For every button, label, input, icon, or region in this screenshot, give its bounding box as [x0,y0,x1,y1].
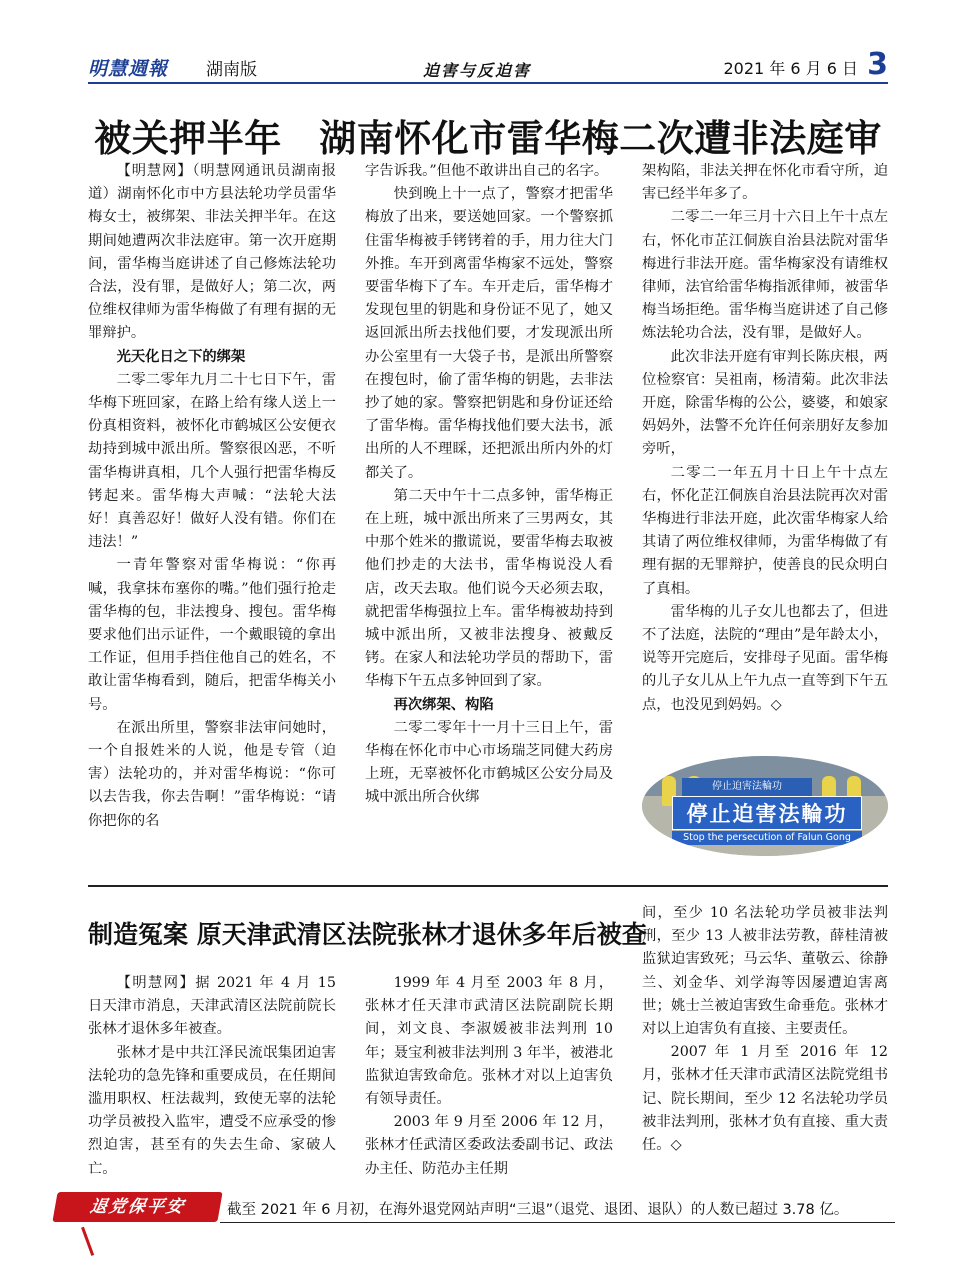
article2-headline: 制造冤案 原天津武清区法院张林才退休多年后被查 [88,920,647,949]
photo-banner-small: 停止迫害法輪功 [682,778,812,796]
paragraph: 架构陷，非法关押在怀化市看守所，迫害已经半年多了。 [642,163,888,203]
edition-label: 湖南版 [206,60,257,80]
footer-rule [220,1222,895,1223]
paragraph: 二零二一年五月十日上午十点左右，怀化芷江侗族自治县法院再次对雷华梅进行非法开庭，此次雷华梅家人给其请了两位维权律师，为雷华梅做了有理有据的无罪辩护，使善良的民众明白了真相。 [642,464,888,597]
protest-photo [642,756,888,856]
footer-text: 截至 2021 年 6 月初，在海外退党网站声明“三退”（退党、退团、退队）的人数已超过 3.78 亿。 [227,1202,849,1218]
paragraph: 2003 年 9 月至 2006 年 12 月，张林才任武清区委政法委副书记、政法办主任、防范办主任期 [365,1114,613,1177]
paragraph: 2007 年 1 月至 2016 年 12 月，张林才任天津市武清区法院党组书记、院长期间，至少 12 名法轮功学员被非法判刑，张林才负有直接、重大责任。◇ [642,1044,888,1154]
tuidang-badge: 退党保平安 [52,1192,222,1222]
article2-column-2 [365,972,613,1181]
masthead [88,48,888,84]
paragraph: 二零二零年十一月十三日上午，雷华梅在怀化市中心市场瑞芝同健大药房上班，无辜被怀化市鹤城区公安分局及城中派出所合伙绑 [365,719,613,806]
paragraph: 第二天中午十二点多钟，雷华梅正在上班，城中派出所来了三男两女，其中那个姓米的撒谎说，要雷华梅去取被他们抄走的大法书，雷华梅说没人看店，改天去取。他们说今天必须去取，就把雷华梅强拉上车。雷华梅被劫持到城中派出所，又被非法搜身、被戴反铐。在家人和法轮功学员的帮助下，雷华梅下午五点多钟回到了家。 [365,487,613,690]
article1-column-3 [642,160,888,717]
paragraph: 在派出所里，警察非法审问她时，一个自报姓米的人说，他是专管（迫害）法轮功的，并对雷华梅说：“你可以去告我，你去告啊！”雷华梅说：“请你把你的名 [88,719,336,829]
article2-column-3 [642,902,888,1157]
paragraph: 二零二一年三月十六日上午十点左右，怀化市芷江侗族自治县法院对雷华梅进行非法开庭。雷华梅家没有请维权律师，法官给雷华梅指派律师，被雷华梅当场拒绝。雷华梅当庭讲述了自己修炼法轮功合法，没有罪，是做好人。 [642,209,888,342]
article1-headline: 被关押半年 湖南怀化市雷华梅二次遭非法庭审 [94,117,882,160]
article1-column-2 [365,160,613,810]
subheading: 再次绑架、构陷 [393,696,494,713]
photo-banner: 停止迫害法輪功 [672,796,862,830]
paragraph: 【明慧网】据 2021 年 4 月 15 日天津市消息，天津武清区法院前院长张林才退休多年被查。 [88,975,336,1038]
paragraph: 此次非法开庭有审判长陈庆根，两位检察官：吴祖南，杨清菊。此次非法开庭，除雷华梅的公公，婆婆，和娘家妈妈外，法警不允许任何亲朋好友参加旁听， [642,348,888,458]
paragraph: 张林才是中共江泽民流氓集团迫害法轮功的急先锋和重要成员，在任期间滥用职权、枉法裁判，致使无辜的法轮功学员被投入监牢，遭受不应承受的惨烈迫害，甚至有的失去生命、家破人亡。 [88,1044,336,1177]
brand-logo: 明慧週報 [88,58,169,80]
paragraph: 二零二零年九月二十七日下午，雷华梅下班回家，在路上给有缘人送上一份真相资料，被怀化市鹤城区公安便衣劫持到城中派出所。警察很凶恶，不听雷华梅讲真相，几个人强行把雷华梅反铐起来。雷华梅大声喊：“法轮大法好！真善忍好！做好人没有错。你们在违法！” [88,371,336,551]
footer-banner [55,1192,895,1226]
article1-column-1 [88,160,336,833]
paragraph: 间，至少 10 名法轮功学员被非法判刑，至少 13 人被非法劳教，薛桂清被监狱迫害致死；马云华、董敬云、徐静兰、刘金华、刘学海等因屡遭迫害离世；姚士兰被迫害致生命垂危。张林才对以上迫害负有直接、主要责任。 [642,905,888,1038]
paragraph: 【明慧网】（明慧网通讯员湖南报道）湖南怀化市中方县法轮功学员雷华梅女士，被绑架、非法关押半年。在这期间她遭两次非法庭审。第一次开庭期间，雷华梅当庭讲述了自己修炼法轮功合法，没有罪，是做好人；第二次，两位维权律师为雷华梅做了有理有据的无罪辩护。 [88,163,336,342]
page-number: 3 [867,47,888,82]
subheading: 光天化日之下的绑架 [116,348,246,365]
paragraph: 1999 年 4 月至 2003 年 8 月，张林才任天津市武清区法院副院长期间，刘文良、李淑媛被非法判刑 10 年；聂宝利被非法判刑 3 年半，被港北监狱迫害致命危。张林才对以上迫害负有领导责任。 [365,975,613,1108]
paragraph: 雷华梅的儿子女儿也都去了，但进不了法庭，法院的“理由”是年龄太小，说等开完庭后，安排母子见面。雷华梅的儿子女儿从上午九点一直等到下午五点，也没见到妈妈。◇ [642,603,888,713]
paragraph: 快到晚上十一点了，警察才把雷华梅放了出来，要送她回家。一个警察抓住雷华梅被手铐铐着的手，用力往大门外推。车开到离雷华梅家不远处，警察要雷华梅下了车。车开走后，雷华梅才发现包里的钥匙和身份证不见了，她又返回派出所去找他们要，才发现派出所办公室里有一大袋子书，是派出所警察在搜包时，偷了雷华梅的钥匙，去非法抄了她的家。警察把钥匙和身份证还给了雷华梅。雷华梅找他们要大法书，派出所的人不理睬，还把派出所内外的灯都关了。 [365,186,613,481]
paragraph: 一青年警察对雷华梅说：“你再喊，我拿抹布塞你的嘴。”他们强行抢走雷华梅的包，非法搜身、搜包。雷华梅要求他们出示证件，一个戴眼镜的拿出工作证，但用手挡住他自己的姓名，不敢让雷华梅看到，随后，把雷华梅关小号。 [88,557,336,713]
article-divider [88,885,888,887]
photo-banner-english: Stop the persecution of Falun Gong [672,831,862,845]
issue-date: 2021 年 6 月 6 日 [723,59,858,78]
section-title: 迫害与反迫害 [423,61,532,80]
article2-column-1 [88,972,336,1181]
paragraph: 字告诉我。”但他不敢讲出自己的名字。 [365,163,609,179]
